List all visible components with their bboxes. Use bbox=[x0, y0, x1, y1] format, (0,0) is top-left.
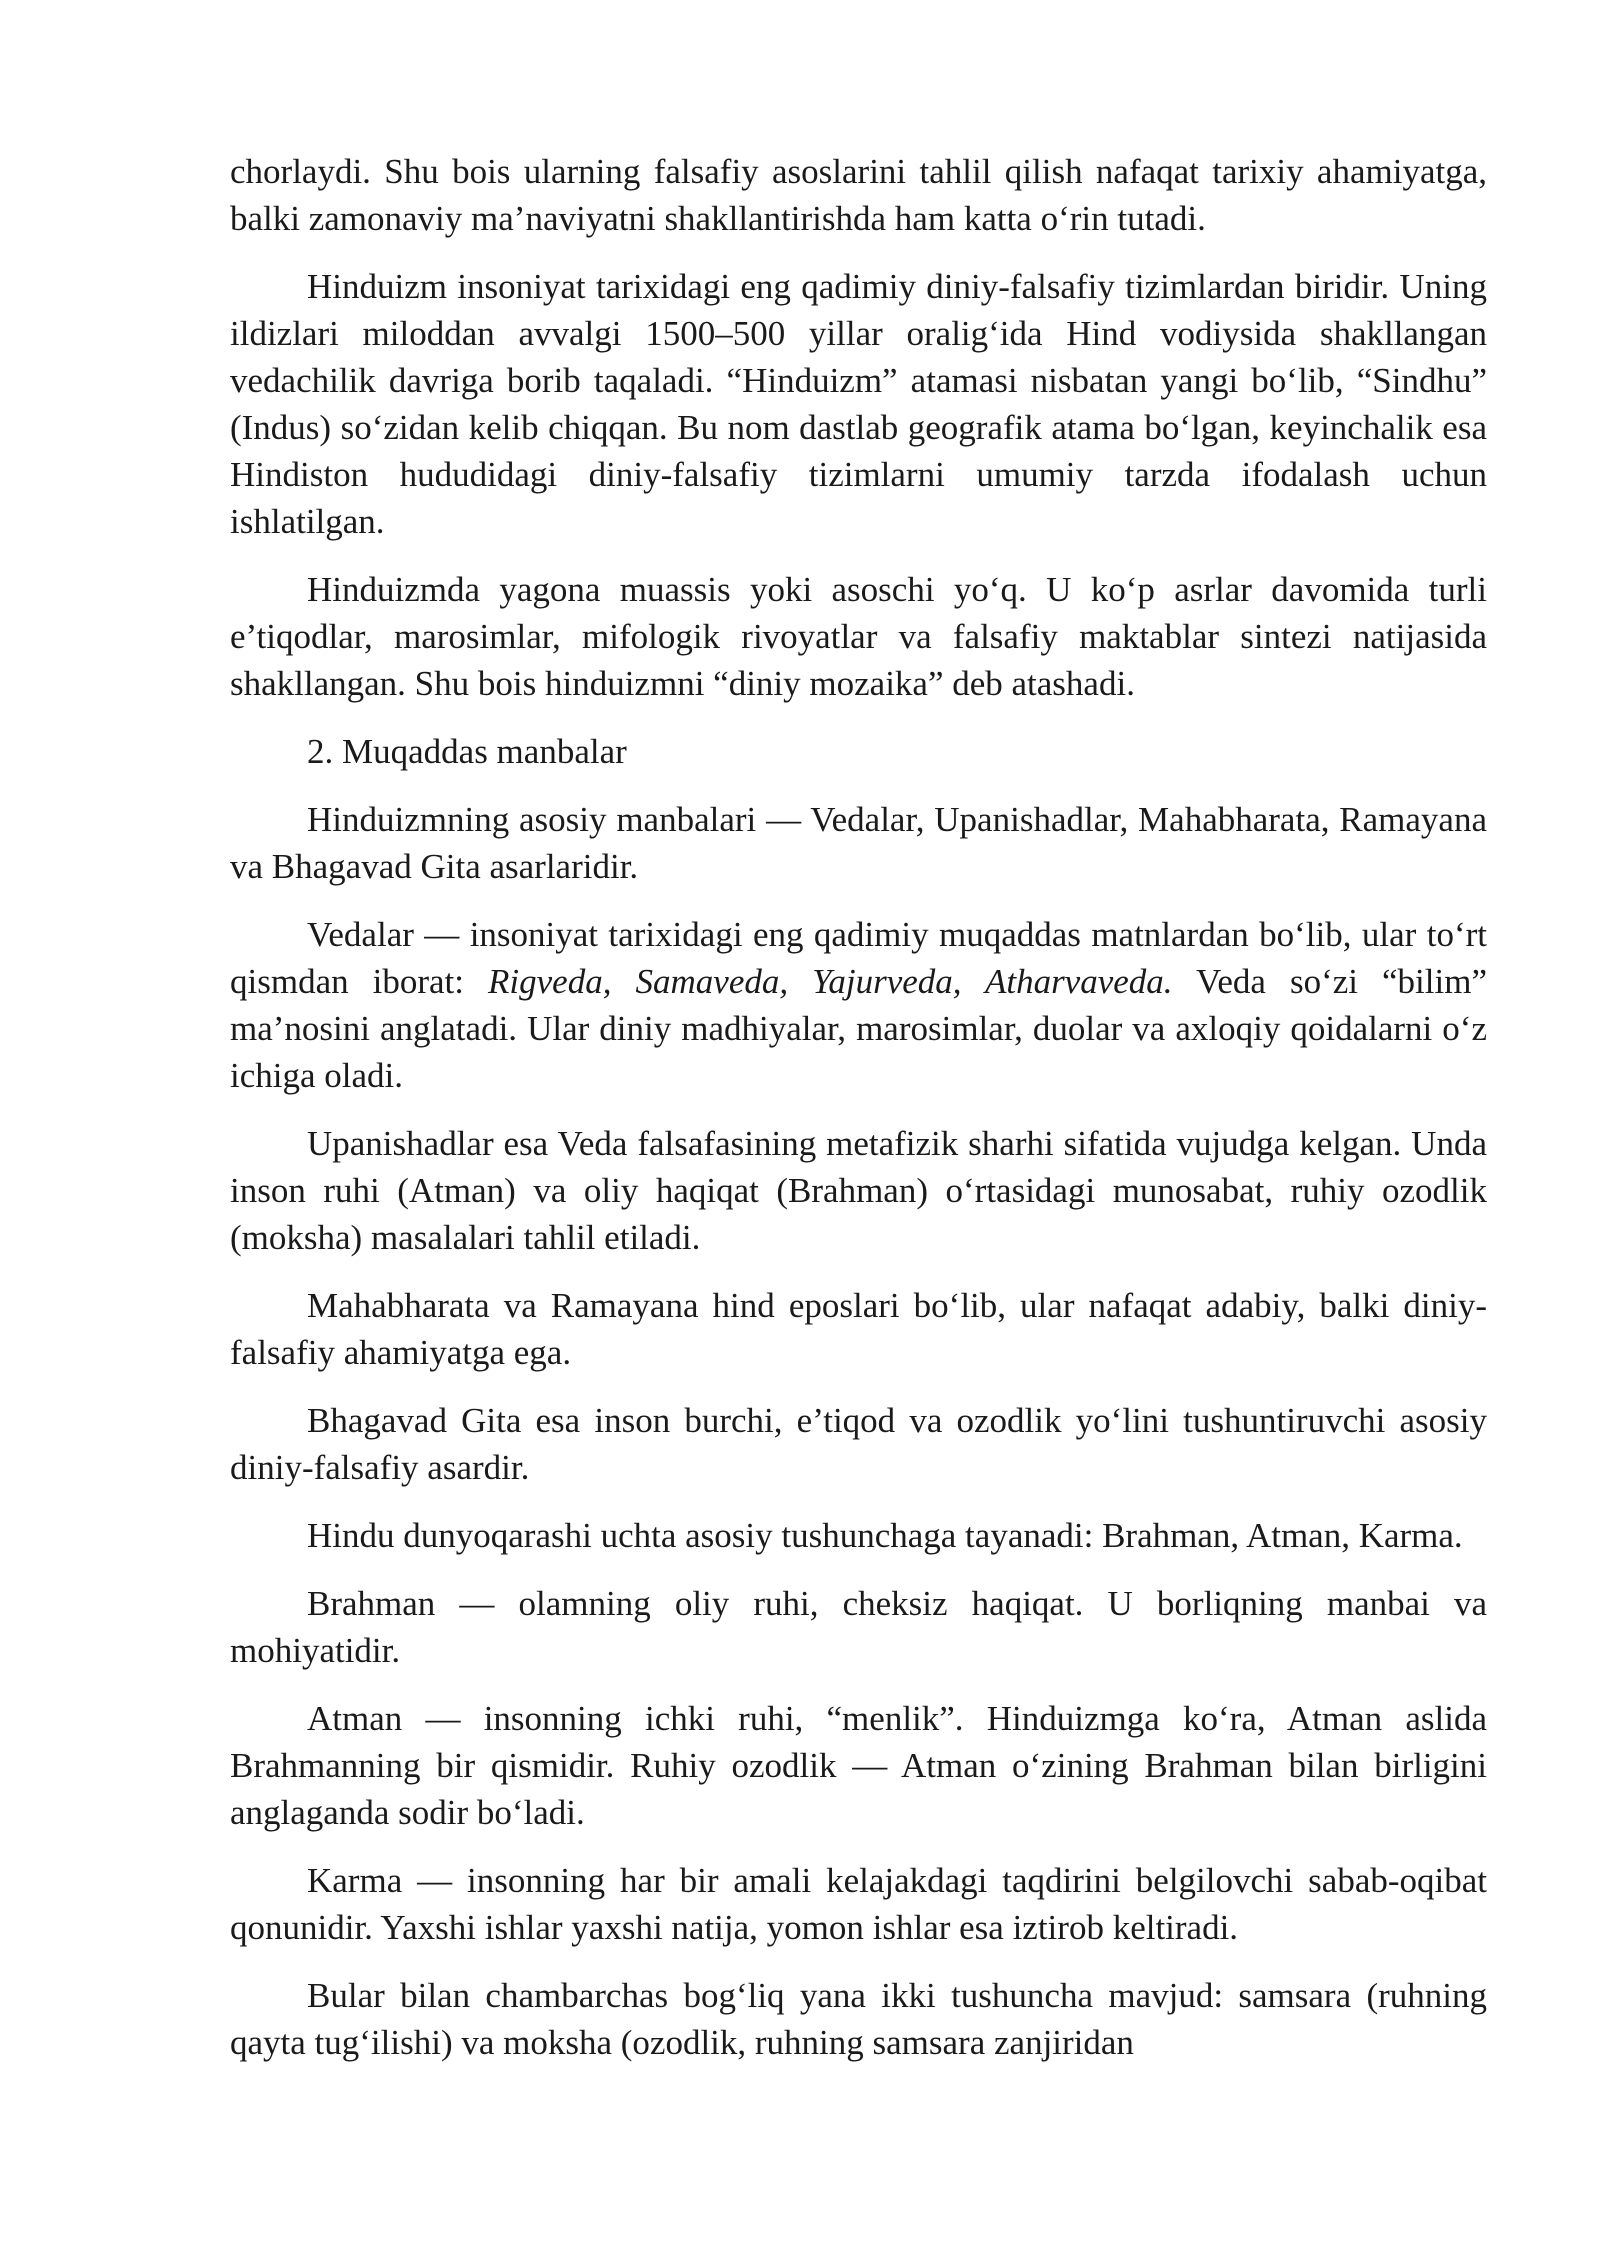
paragraph-main-sources: Hinduizmning asosiy manbalari — Vedalar, Upanishadlar, Mahabharata, Ramayana va Bhagavad Gita asarlaridir. bbox=[230, 800, 1487, 886]
paragraph-atman: Atman — insonning ichki ruhi, “menlik”. Hinduizmga ko‘ra, Atman aslida Brahmanning bir qismidir. Ruhiy ozodlik — Atman o‘zining Brahman bilan birligini anglaganda sodir bo‘ladi. bbox=[230, 1699, 1487, 1832]
paragraph-continuation: chorlaydi. Shu bois ularning falsafiy asoslarini tahlil qilish nafaqat tarixiy ahamiyatga, balki zamonaviy ma’naviyatni shakllantirishda ham katta o‘rin tutadi. bbox=[230, 152, 1487, 238]
vedas-list-italic: Rigveda, Samaveda, Yajurveda, Atharvaveda. bbox=[488, 962, 1173, 1001]
paragraph-karma: Karma — insonning har bir amali kelajakdagi taqdirini belgilovchi sabab-oqibat qonunidir. Yaxshi ishlar yaxshi natija, yomon ishlar esa iztirob keltiradi. bbox=[230, 1861, 1487, 1947]
document-page bbox=[230, 148, 1487, 2066]
paragraph-vedas bbox=[230, 911, 1487, 1099]
paragraph-samsara-moksha: Bular bilan chambarchas bog‘liq yana ikki tushuncha mavjud: samsara (ruhning qayta tug‘ilishi) va moksha (ozodlik, ruhning samsara zanjiridan bbox=[230, 1976, 1487, 2062]
paragraph-epics: Mahabharata va Ramayana hind eposlari bo‘lib, ular nafaqat adabiy, balki diniy-falsafiy ahamiyatga ega. bbox=[230, 1286, 1487, 1372]
paragraph-no-founder: Hinduizmda yagona muassis yoki asoschi yo‘q. U ko‘p asrlar davomida turli e’tiqodlar, marosimlar, mifologik rivoyatlar va falsafiy maktablar sintezi natijasida shakllangan. Shu bois hinduizmni “diniy mozaika” deb atashadi. bbox=[230, 570, 1487, 703]
vedas-text-after: Veda so‘zi “bilim” ma’nosini anglatadi. Ular diniy madhiyalar, marosimlar, duolar va axloqiy qoidalarni o‘z ichiga oladi. bbox=[230, 962, 1487, 1095]
paragraph-upanishads: Upanishadlar esa Veda falsafasining metafizik sharhi sifatida vujudga kelgan. Unda inson ruhi (Atman) va oliy haqiqat (Brahman) o‘rtasidagi munosabat, ruhiy ozodlik (moksha) masalalari tahlil etiladi. bbox=[230, 1124, 1487, 1257]
paragraph-bhagavad-gita: Bhagavad Gita esa inson burchi, e’tiqod va ozodlik yo‘lini tushuntiruvchi asosiy diniy-falsafiy asardir. bbox=[230, 1401, 1487, 1487]
section-heading-sacred-sources: 2. Muqaddas manbalar bbox=[307, 732, 627, 771]
paragraph-three-concepts: Hindu dunyoqarashi uchta asosiy tushunchaga tayanadi: Brahman, Atman, Karma. bbox=[307, 1516, 1463, 1555]
vedas-text-before: Vedalar — insoniyat tarixidagi eng qadimiy muqaddas matnlardan bo‘lib, ular to‘rt qismdan iborat: bbox=[230, 915, 1487, 1001]
paragraph-hinduism-origin: Hinduizm insoniyat tarixidagi eng qadimiy diniy-falsafiy tizimlardan biridir. Uning ildizlari miloddan avvalgi 1500–500 yillar oralig‘ida Hind vodiysida shakllangan vedachilik davriga borib taqaladi. “Hinduizm” atamasi nisbatan yangi bo‘lib, “Sindhu” (Indus) so‘zidan kelib chiqqan. Bu nom dastlab geografik atama bo‘lgan, keyinchalik esa Hindiston hududidagi diniy-falsafiy tizimlarni umumiy tarzda ifodalash uchun ishlatilgan. bbox=[230, 267, 1487, 541]
paragraph-brahman: Brahman — olamning oliy ruhi, cheksiz haqiqat. U borliqning manbai va mohiyatidir. bbox=[230, 1584, 1487, 1670]
